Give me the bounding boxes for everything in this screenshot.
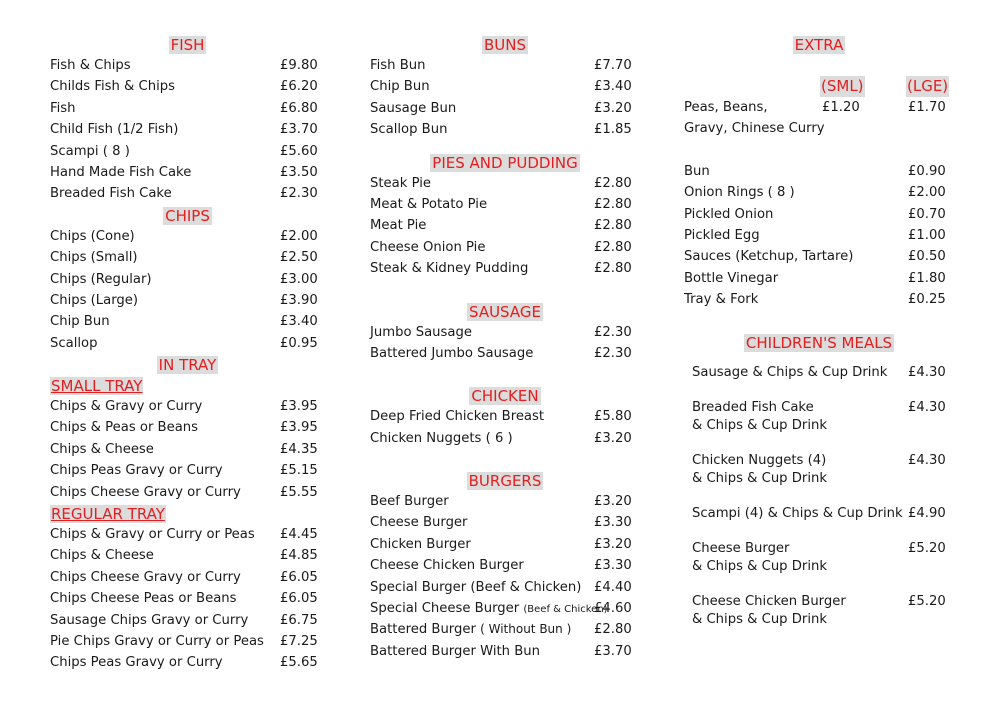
item-name: Chips (Small): [50, 250, 138, 266]
chicken-heading: CHICKEN: [471, 387, 539, 406]
item-price: £3.20: [594, 100, 632, 116]
item-price: £3.50: [280, 164, 318, 180]
pies-list: [370, 173, 640, 280]
item-price: £3.00: [280, 271, 318, 287]
extra-heading: EXTRA: [794, 36, 844, 54]
menu-item: [50, 460, 325, 481]
menu-item: [684, 268, 954, 289]
item-name: Chicken Nuggets ( 6 ): [370, 430, 513, 446]
item-name: Meat & Potato Pie: [370, 196, 488, 212]
childrens-meals-heading: CHILDREN'S MEALS: [745, 333, 893, 352]
item-price: £5.60: [280, 143, 318, 159]
item-name: Onion Rings ( 8 ): [684, 185, 795, 201]
meal-line-2: & Chips & Cup Drink: [692, 558, 827, 574]
item-name: Chips Cheese Peas or Beans: [50, 591, 237, 607]
item-price: £4.35: [280, 441, 318, 457]
menu-item: [370, 512, 640, 533]
item-price: £2.00: [280, 228, 318, 244]
item-name: Scallop Bun: [370, 122, 448, 138]
item-name: Sausage Chips Gravy or Curry: [50, 612, 249, 628]
menu-item-battered-burger-bun: Battered Burger With Bun £3.70: [370, 643, 632, 659]
menu-item: [50, 610, 325, 631]
childrens-meal: [692, 505, 954, 523]
item-name: Scampi ( 8 ): [50, 143, 130, 159]
sausage-heading: SAUSAGE: [469, 302, 541, 321]
meal-line-1: Scampi (4) & Chips & Cup Drink: [692, 505, 903, 521]
item-price: £4.45: [280, 527, 318, 543]
pies-heading: PIES AND PUDDING: [432, 153, 578, 172]
item-price: £0.95: [280, 335, 318, 351]
item-price: £6.20: [280, 79, 318, 95]
menu-item: [50, 311, 325, 332]
burgers-list: [370, 491, 640, 598]
item-price: £6.75: [280, 612, 318, 628]
menu-item: [684, 289, 954, 310]
menu-item: [50, 247, 325, 268]
menu-item: [50, 567, 325, 588]
item-name: Sauces (Ketchup, Tartare): [684, 249, 854, 265]
item-name: Fish & Chips: [50, 58, 131, 73]
meal-line-1: Cheese Chicken Burger: [692, 593, 846, 609]
item-price: £2.30: [594, 324, 632, 340]
item-name: Bottle Vinegar: [684, 270, 779, 286]
menu-item: [370, 76, 640, 97]
childrens-meal: [692, 593, 954, 629]
item-price: £7.70: [594, 58, 632, 73]
meal-line-2: & Chips & Cup Drink: [692, 611, 827, 627]
item-name: Pickled Egg: [684, 227, 760, 243]
meal-price: £4.30: [908, 364, 946, 380]
menu-item: [50, 545, 325, 566]
childrens-meal: [692, 452, 954, 488]
menu-item-special-cheese-burger: Special Cheese Burger (Beef & Chicken) £4.60: [370, 601, 632, 617]
item-name: Chips Peas Gravy or Curry: [50, 463, 223, 479]
item-price: £2.30: [594, 345, 632, 361]
item-name: Chips Cheese Gravy or Curry: [50, 484, 241, 500]
item-price: £3.95: [280, 420, 318, 436]
item-name: Cheese Onion Pie: [370, 239, 486, 255]
menu-item: [370, 258, 640, 279]
item-price: £6.05: [280, 591, 318, 607]
item-price: £4.40: [594, 579, 632, 595]
item-name: Fish: [50, 100, 76, 116]
item-name: Pie Chips Gravy or Curry or Peas: [50, 633, 264, 649]
childrens-meal: [692, 364, 954, 382]
item-name: Jumbo Sausage: [370, 324, 472, 340]
menu-item: [370, 491, 640, 512]
buns-list: [370, 55, 640, 141]
menu-item: [50, 482, 325, 503]
menu-item: [50, 55, 325, 76]
menu-item: [684, 204, 954, 225]
item-price: £5.15: [280, 463, 318, 479]
fish-heading: FISH: [170, 36, 205, 54]
item-name: Chip Bun: [50, 314, 110, 330]
menu-item: [370, 322, 640, 343]
item-price: £2.80: [594, 196, 632, 212]
menu-column-2: [370, 34, 640, 662]
menu-item: [50, 290, 325, 311]
item-name: Special Burger (Beef & Chicken): [370, 579, 582, 595]
item-name: Scallop: [50, 335, 98, 351]
item-price: £2.00: [908, 185, 946, 201]
item-name: Chips (Regular): [50, 271, 152, 287]
menu-item-peas-beans: Peas, Beans, £1.20 £1.70: [684, 100, 946, 115]
item-price: £3.70: [280, 122, 318, 138]
chips-heading: CHIPS: [165, 206, 210, 225]
small-size-label: (SML): [821, 77, 864, 95]
item-name: Pickled Onion: [684, 206, 774, 222]
menu-item: [370, 534, 640, 555]
item-price: £6.80: [280, 100, 318, 116]
menu-item: [370, 194, 640, 215]
menu-item: [370, 577, 640, 598]
menu-item: [50, 119, 325, 140]
item-price: £3.20: [594, 536, 632, 552]
item-name: Hand Made Fish Cake: [50, 164, 192, 180]
childrens-meal: [692, 399, 954, 435]
item-price: £1.85: [594, 122, 632, 138]
item-name: Child Fish (1/2 Fish): [50, 122, 179, 138]
meal-line-1: Cheese Burger: [692, 540, 790, 556]
chips-list: [50, 226, 325, 354]
sausage-list: [370, 322, 640, 365]
item-name: Chip Bun: [370, 79, 430, 95]
item-name: Chips & Gravy or Curry or Peas: [50, 527, 255, 543]
meal-line-2: & Chips & Cup Drink: [692, 470, 827, 486]
item-name: Chips Peas Gravy or Curry: [50, 655, 223, 671]
item-name: Beef Burger: [370, 494, 449, 510]
item-price: £5.80: [594, 409, 632, 425]
menu-item-battered-burger: Battered Burger ( Without Bun ) £2.80: [370, 622, 632, 638]
menu-item: [370, 119, 640, 140]
item-price: £0.90: [908, 163, 946, 179]
menu-item: [370, 215, 640, 236]
meal-price: £4.30: [908, 452, 946, 468]
fish-list: [50, 55, 325, 205]
item-name: Chicken Burger: [370, 536, 471, 552]
item-price: £2.80: [594, 261, 632, 277]
item-name: Chips (Large): [50, 292, 139, 308]
meal-price: £5.20: [908, 540, 946, 556]
item-name: Breaded Fish Cake: [50, 186, 172, 202]
menu-item: [370, 55, 640, 76]
size-labels: [684, 76, 954, 97]
item-name: Fish Bun: [370, 58, 426, 73]
item-price: £0.25: [908, 292, 946, 308]
item-price: £3.30: [594, 558, 632, 574]
menu-item: [50, 141, 325, 162]
regular-tray-heading: REGULAR TRAY: [51, 505, 165, 524]
meal-line-2: & Chips & Cup Drink: [692, 417, 827, 433]
menu-item: [50, 162, 325, 183]
menu-item: [50, 439, 325, 460]
menu-item: [370, 406, 640, 427]
meal-line-1: Sausage & Chips & Cup Drink: [692, 364, 888, 380]
item-price: £0.70: [908, 206, 946, 222]
item-name: Cheese Burger: [370, 515, 468, 531]
item-name: Chips & Cheese: [50, 548, 154, 564]
menu-item: [50, 333, 325, 354]
menu-item: [50, 524, 325, 545]
menu-item: [684, 246, 954, 267]
item-price: £3.90: [280, 292, 318, 308]
menu-item: [370, 343, 640, 364]
item-name: Tray & Fork: [684, 292, 759, 308]
large-size-label: (LGE): [907, 77, 949, 95]
chicken-list: [370, 406, 640, 449]
menu-item: [50, 588, 325, 609]
item-price: £3.20: [594, 430, 632, 446]
menu-item-peas-beans-line2: Gravy, Chinese Curry: [684, 121, 825, 137]
item-price: £3.95: [280, 399, 318, 415]
item-name: Chips & Cheese: [50, 441, 154, 457]
menu-column-3: [684, 34, 954, 646]
item-price: £2.80: [594, 239, 632, 255]
menu-item: [50, 98, 325, 119]
item-name: Chips & Gravy or Curry: [50, 399, 203, 415]
item-price: £7.25: [280, 633, 318, 649]
item-name: Deep Fried Chicken Breast: [370, 409, 545, 425]
item-price: £3.20: [594, 494, 632, 510]
item-price: £0.50: [908, 249, 946, 265]
menu-column-1: [50, 34, 325, 674]
item-name: Cheese Chicken Burger: [370, 558, 524, 574]
menu-item: [50, 269, 325, 290]
item-name: Sausage Bun: [370, 100, 457, 116]
item-price: £4.85: [280, 548, 318, 564]
item-price: £2.80: [594, 218, 632, 234]
burgers-heading: BURGERS: [468, 472, 542, 491]
item-price: £2.30: [280, 186, 318, 202]
item-price: £5.55: [280, 484, 318, 500]
meal-price: £4.90: [908, 505, 946, 521]
meal-price: £4.30: [908, 399, 946, 415]
item-name: Chips (Cone): [50, 228, 135, 244]
item-price: £3.40: [594, 79, 632, 95]
item-price: £9.80: [280, 58, 318, 73]
menu-item: [50, 76, 325, 97]
menu-item: [370, 98, 640, 119]
small-tray-list: [50, 396, 325, 503]
buns-heading: BUNS: [483, 36, 526, 54]
item-name: Bun: [684, 163, 710, 179]
item-name: Childs Fish & Chips: [50, 79, 175, 95]
menu-item: [50, 183, 325, 204]
in-tray-heading: IN TRAY: [158, 356, 217, 375]
menu-item: [684, 182, 954, 203]
childrens-meal: [692, 540, 954, 576]
item-name: Steak & Kidney Pudding: [370, 261, 529, 277]
item-price: £3.40: [280, 314, 318, 330]
meal-line-1: Chicken Nuggets (4): [692, 452, 827, 468]
menu-item: [50, 631, 325, 652]
item-name: Chips Cheese Gravy or Curry: [50, 569, 241, 585]
extra-list: [684, 161, 954, 311]
item-price: £5.65: [280, 655, 318, 671]
menu-item: [370, 555, 640, 576]
regular-tray-list: [50, 524, 325, 674]
item-name: Battered Jumbo Sausage: [370, 345, 534, 361]
item-price: £1.80: [908, 270, 946, 286]
menu-item: [370, 173, 640, 194]
menu-item: [684, 161, 954, 182]
menu-item: [50, 226, 325, 247]
item-name: Meat Pie: [370, 218, 427, 234]
item-price: £3.30: [594, 515, 632, 531]
meal-line-1: Breaded Fish Cake: [692, 399, 814, 415]
menu-item: [50, 396, 325, 417]
item-price: £2.50: [280, 250, 318, 266]
menu-item: [370, 237, 640, 258]
item-price: £1.00: [908, 227, 946, 243]
item-price: £2.80: [594, 175, 632, 191]
item-price: £6.05: [280, 569, 318, 585]
childrens-meals-list: [684, 364, 954, 629]
menu-item: [50, 652, 325, 673]
menu-item: [684, 225, 954, 246]
menu-item: [370, 428, 640, 449]
small-tray-heading: SMALL TRAY: [51, 377, 143, 396]
meal-price: £5.20: [908, 593, 946, 609]
item-name: Chips & Peas or Beans: [50, 420, 199, 436]
menu-item: [50, 417, 325, 438]
item-name: Steak Pie: [370, 175, 432, 191]
